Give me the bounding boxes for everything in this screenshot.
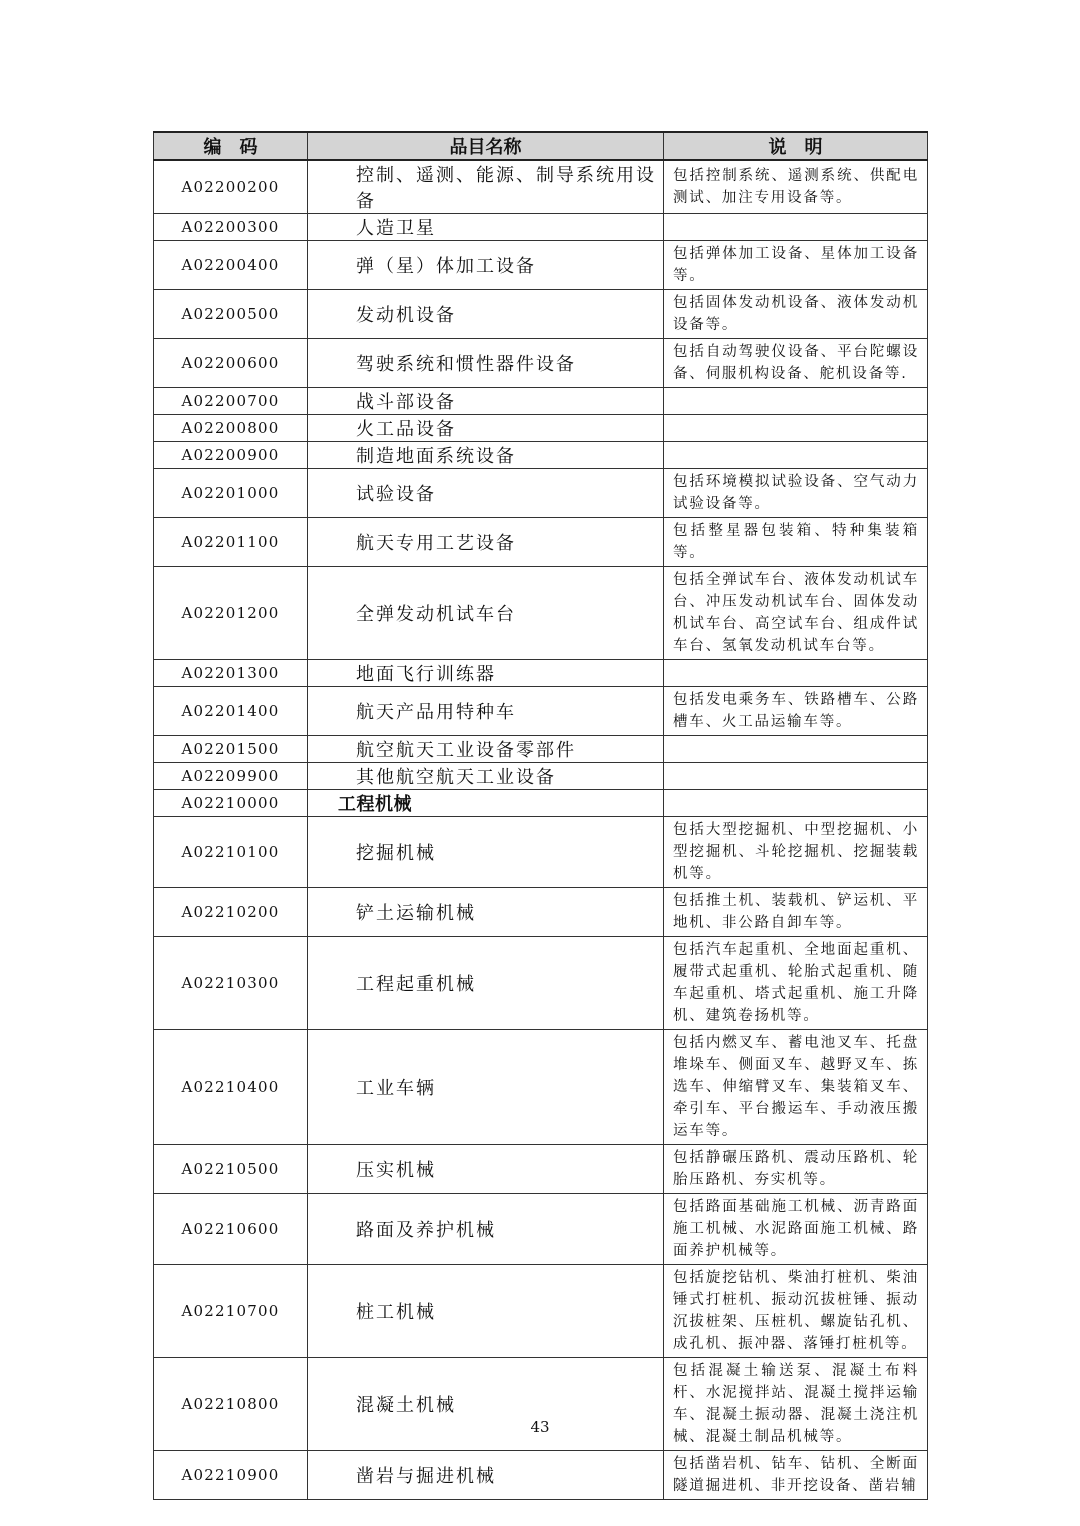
- item-code: A02200200: [154, 160, 308, 214]
- item-code: A02210500: [154, 1145, 308, 1194]
- item-description: 包括自动驾驶仪设备、平台陀螺设备、伺服机构设备、舵机设备等.: [664, 339, 928, 388]
- table-row: [154, 1451, 928, 1500]
- table-row: [154, 518, 928, 567]
- table-row: [154, 888, 928, 937]
- item-description: 包括旋挖钻机、柴油打桩机、柴油锤式打桩机、振动沉拔桩锤、振动沉拔桩架、压桩机、螺旋钻孔机、成孔机、振冲器、落锤打桩机等。: [664, 1265, 928, 1358]
- item-name: 工程机械: [308, 790, 664, 817]
- item-code: A02210900: [154, 1451, 308, 1500]
- item-description: [664, 388, 928, 415]
- table-row: [154, 1265, 928, 1358]
- item-code: A02201200: [154, 567, 308, 660]
- item-code: A02210100: [154, 817, 308, 888]
- item-description: 包括控制系统、遥测系统、供配电测试、加注专用设备等。: [664, 160, 928, 214]
- item-name: 地面飞行训练器: [308, 660, 664, 687]
- item-name: 航空航天工业设备零部件: [308, 736, 664, 763]
- item-code: A02201400: [154, 687, 308, 736]
- item-code: A02209900: [154, 763, 308, 790]
- item-code: A02200900: [154, 442, 308, 469]
- item-description: [664, 660, 928, 687]
- item-description: 包括汽车起重机、全地面起重机、履带式起重机、轮胎式起重机、随车起重机、塔式起重机、施工升降机、建筑卷扬机等。: [664, 937, 928, 1030]
- item-name: 桩工机械: [308, 1265, 664, 1358]
- table-row: [154, 160, 928, 214]
- item-description: [664, 736, 928, 763]
- item-description: 包括静碾压路机、震动压路机、轮胎压路机、夯实机等。: [664, 1145, 928, 1194]
- table-header-row: [154, 132, 928, 160]
- item-code: A02200600: [154, 339, 308, 388]
- table-row: [154, 388, 928, 415]
- item-code: A02201000: [154, 469, 308, 518]
- item-name: 火工品设备: [308, 415, 664, 442]
- header-code: 编 码: [154, 132, 308, 160]
- table-row: [154, 415, 928, 442]
- table-row: [154, 214, 928, 241]
- table-row: [154, 1145, 928, 1194]
- table-row: [154, 241, 928, 290]
- item-name: 弹（星）体加工设备: [308, 241, 664, 290]
- item-code: A02201500: [154, 736, 308, 763]
- item-code: A02200700: [154, 388, 308, 415]
- table-row: [154, 469, 928, 518]
- item-code: A02201100: [154, 518, 308, 567]
- item-description: 包括全弹试车台、液体发动机试车台、冲压发动机试车台、固体发动机试车台、高空试车台、组成件试车台、氢氧发动机试车台等。: [664, 567, 928, 660]
- item-code: A02210200: [154, 888, 308, 937]
- table-row: [154, 817, 928, 888]
- item-description: 包括发电乘务车、铁路槽车、公路槽车、火工品运输车等。: [664, 687, 928, 736]
- item-code: A02210400: [154, 1030, 308, 1145]
- item-name: 铲土运输机械: [308, 888, 664, 937]
- item-name: 控制、遥测、能源、制导系统用设备: [308, 160, 664, 214]
- table-row: [154, 290, 928, 339]
- table-row: [154, 763, 928, 790]
- header-name: 品目名称: [308, 132, 664, 160]
- header-description: 说 明: [664, 132, 928, 160]
- item-description: 包括大型挖掘机、中型挖掘机、小型挖掘机、斗轮挖掘机、挖掘装载机等。: [664, 817, 928, 888]
- item-code: A02201300: [154, 660, 308, 687]
- item-name: 其他航空航天工业设备: [308, 763, 664, 790]
- item-name: 制造地面系统设备: [308, 442, 664, 469]
- table-row: [154, 687, 928, 736]
- item-name: 工程起重机械: [308, 937, 664, 1030]
- item-description: 包括凿岩机、钻车、钻机、全断面隧道掘进机、非开挖设备、凿岩辅: [664, 1451, 928, 1500]
- item-name: 凿岩与掘进机械: [308, 1451, 664, 1500]
- item-description: 包括路面基础施工机械、沥青路面施工机械、水泥路面施工机械、路面养护机械等。: [664, 1194, 928, 1265]
- item-description: 包括固体发动机设备、液体发动机设备等。: [664, 290, 928, 339]
- item-name: 航天专用工艺设备: [308, 518, 664, 567]
- item-description: [664, 415, 928, 442]
- item-code: A02210800: [154, 1358, 308, 1451]
- table-body: [154, 160, 928, 1500]
- table-row: [154, 1030, 928, 1145]
- item-code: A02200300: [154, 214, 308, 241]
- page-number: 43: [530, 1418, 550, 1436]
- item-description: 包括混凝土输送泵、混凝土布料杆、水泥搅拌站、混凝土搅拌运输车、混凝土振动器、混凝土浇注机械、混凝土制品机械等。: [664, 1358, 928, 1451]
- item-name: 全弹发动机试车台: [308, 567, 664, 660]
- item-code: A02210600: [154, 1194, 308, 1265]
- table-row: [154, 442, 928, 469]
- item-name: 人造卫星: [308, 214, 664, 241]
- item-name: 工业车辆: [308, 1030, 664, 1145]
- item-description: 包括弹体加工设备、星体加工设备等。: [664, 241, 928, 290]
- item-description: [664, 763, 928, 790]
- item-name: 挖掘机械: [308, 817, 664, 888]
- item-name: 路面及养护机械: [308, 1194, 664, 1265]
- item-name: 压实机械: [308, 1145, 664, 1194]
- table-row: [154, 339, 928, 388]
- item-name: 战斗部设备: [308, 388, 664, 415]
- item-code: A02200800: [154, 415, 308, 442]
- item-name: 驾驶系统和惯性器件设备: [308, 339, 664, 388]
- item-description: 包括推土机、装载机、铲运机、平地机、非公路自卸车等。: [664, 888, 928, 937]
- item-description: 包括整星器包装箱、特种集装箱等。: [664, 518, 928, 567]
- item-description: 包括内燃叉车、蓄电池叉车、托盘堆垛车、侧面叉车、越野叉车、拣选车、伸缩臂叉车、集装箱叉车、牵引车、平台搬运车、手动液压搬运车等。: [664, 1030, 928, 1145]
- item-name: 航天产品用特种车: [308, 687, 664, 736]
- item-name: 发动机设备: [308, 290, 664, 339]
- item-name: 混凝土机械: [308, 1358, 664, 1451]
- table-row: [154, 937, 928, 1030]
- item-name: 试验设备: [308, 469, 664, 518]
- table-row: [154, 1194, 928, 1265]
- table-row: [154, 736, 928, 763]
- item-code: A02210000: [154, 790, 308, 817]
- item-code: A02210700: [154, 1265, 308, 1358]
- item-description: [664, 790, 928, 817]
- item-description: [664, 214, 928, 241]
- catalog-table: [153, 131, 928, 1500]
- table-row: [154, 1358, 928, 1451]
- item-code: A02200400: [154, 241, 308, 290]
- table-row: [154, 790, 928, 817]
- item-code: A02210300: [154, 937, 308, 1030]
- item-description: 包括环境模拟试验设备、空气动力试验设备等。: [664, 469, 928, 518]
- item-code: A02200500: [154, 290, 308, 339]
- table-row: [154, 567, 928, 660]
- table-row: [154, 660, 928, 687]
- item-description: [664, 442, 928, 469]
